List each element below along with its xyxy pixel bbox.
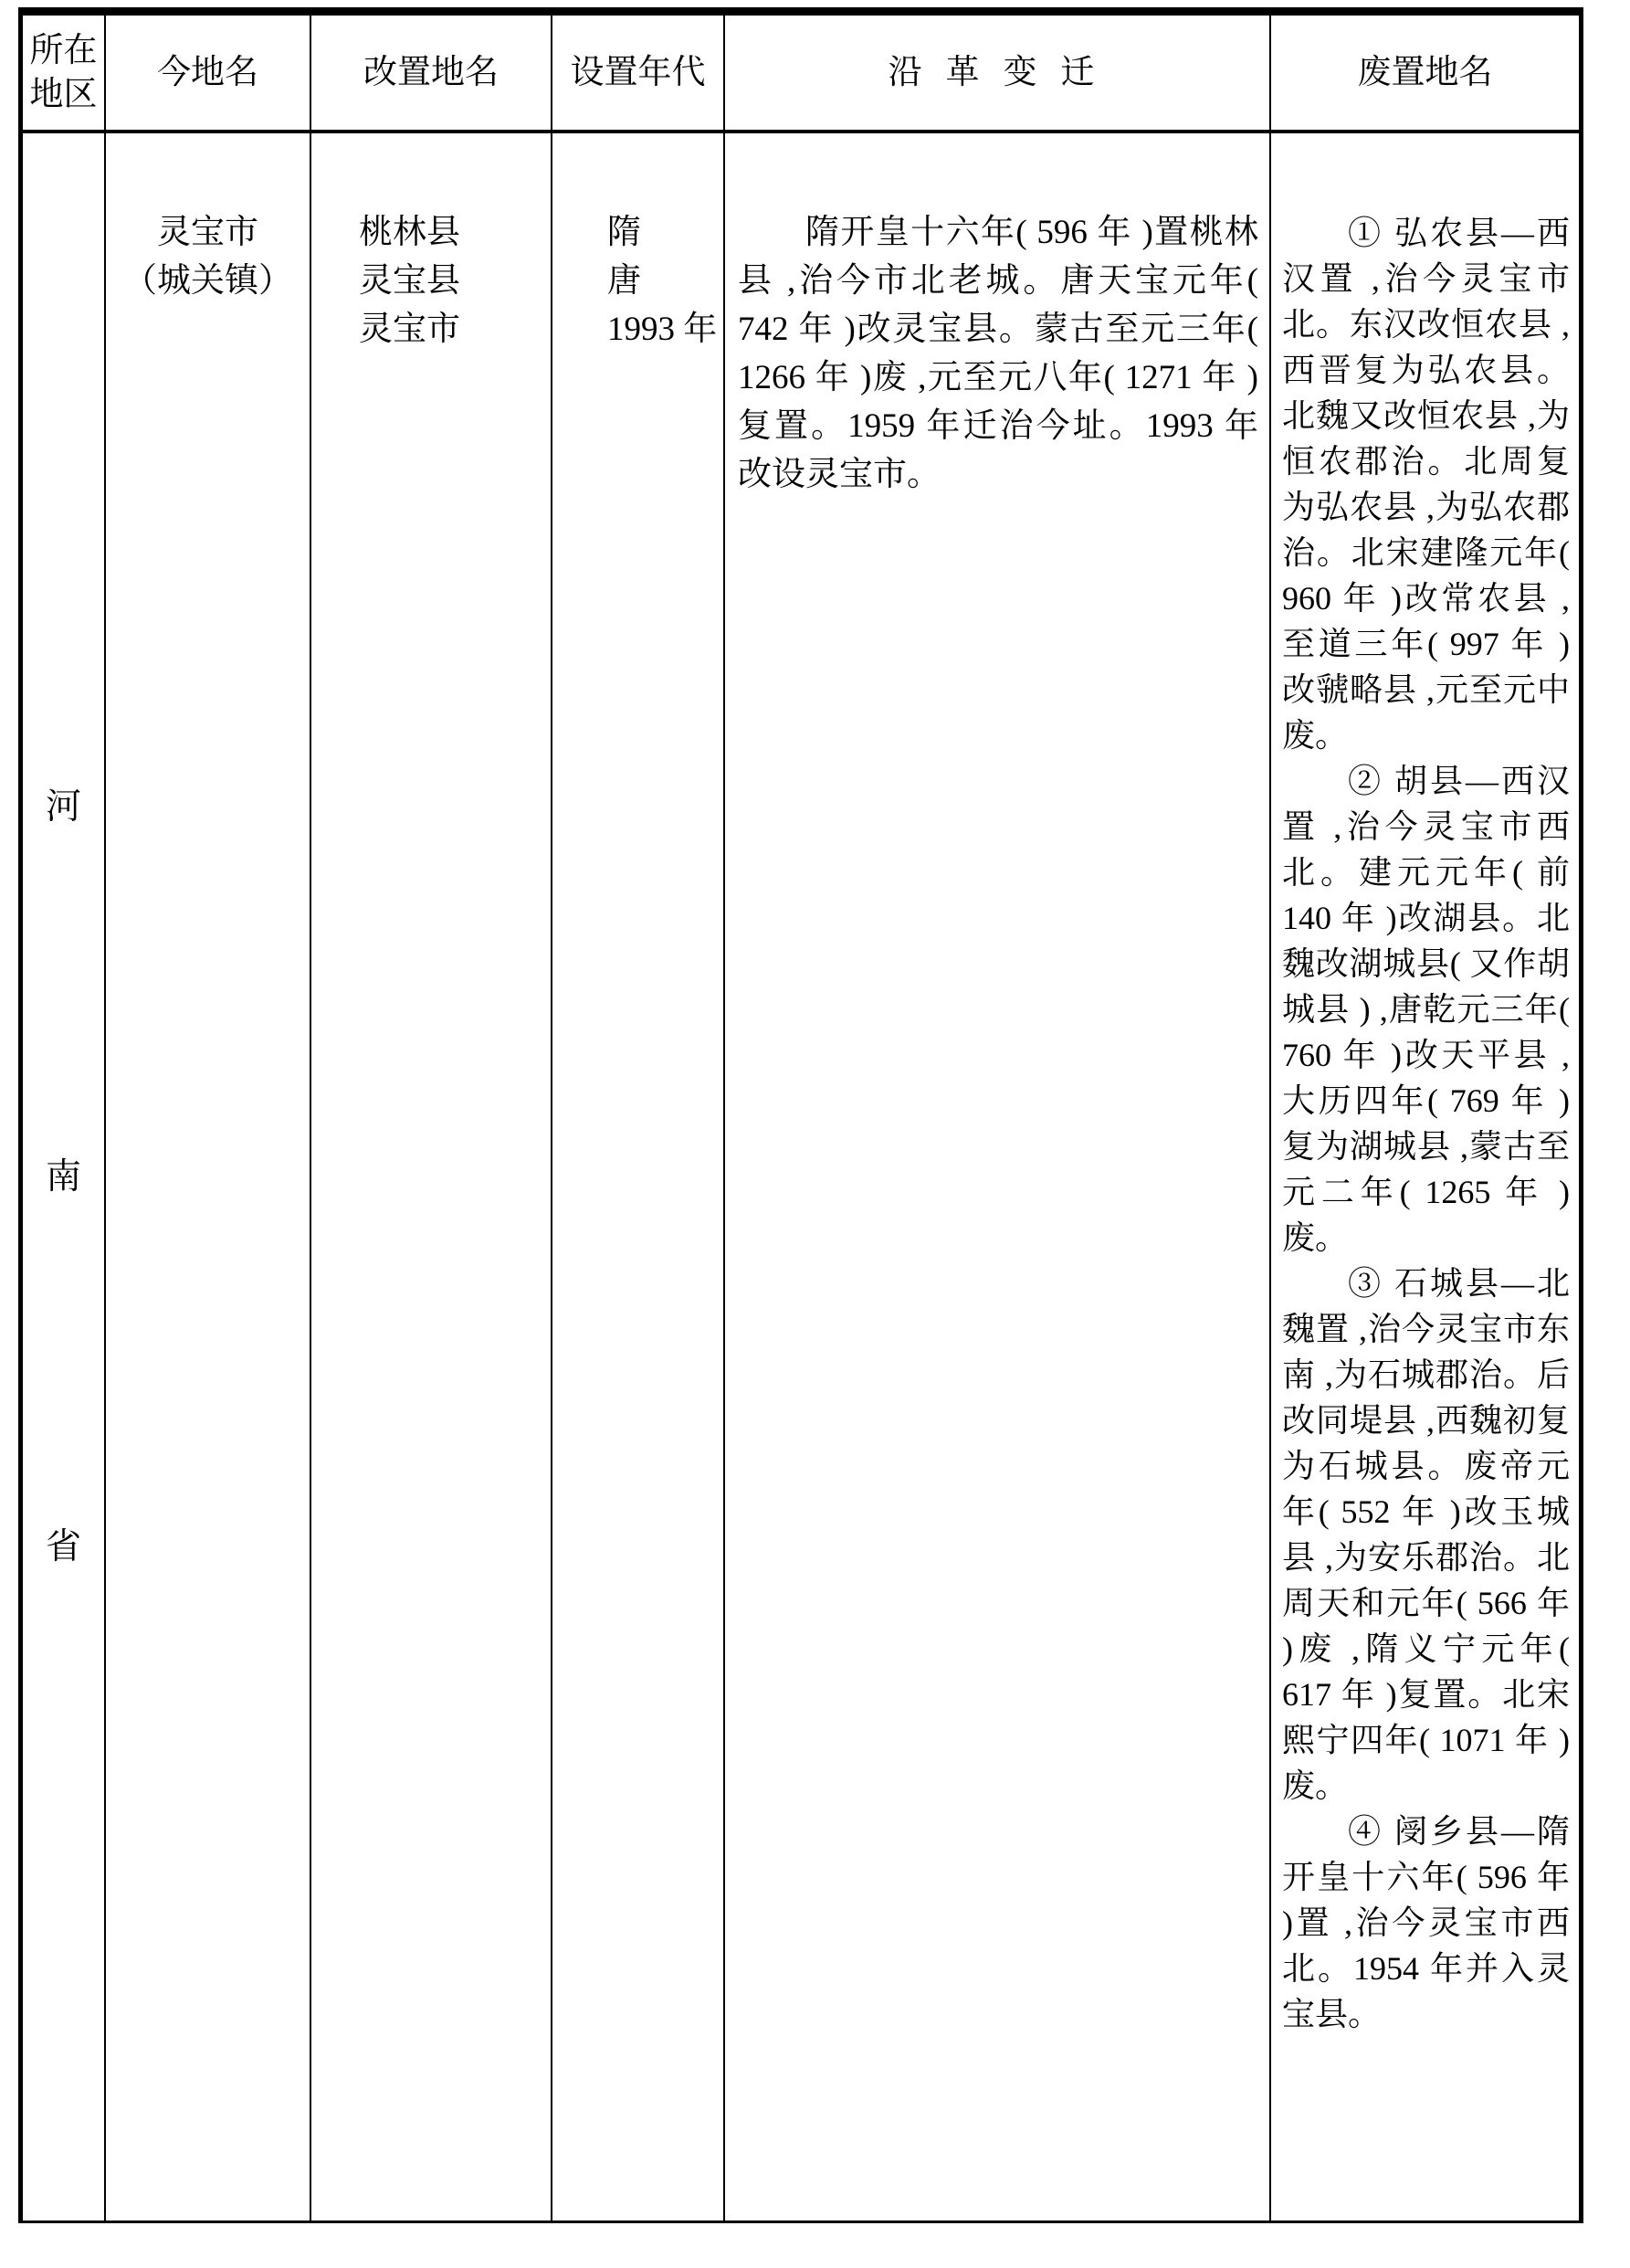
region-char-2: 南 bbox=[45, 1156, 81, 1197]
header-label-evolution: 沿革变迁 bbox=[888, 53, 1119, 91]
current-name-note: （城关镇） bbox=[123, 262, 292, 300]
era-line-2: 唐 bbox=[607, 262, 641, 300]
cell-era bbox=[552, 133, 725, 2221]
abolished-item-2: ② 胡县—西汉置 ,治今灵宝市西北。建元元年( 前 140 年 )改湖县。北魏改湖城县( 又作胡城县 ) ,唐乾元三年( 760 年 )改天平县 ,大历四年( 769 年 )复为湖城县 ,蒙古至元二年( 1265 年 )废。 bbox=[1282, 763, 1570, 1256]
current-name-text: 灵宝市 bbox=[157, 214, 258, 251]
cell-region bbox=[23, 133, 106, 2221]
cell-abolished bbox=[1271, 133, 1579, 2221]
header-cell-evolution bbox=[725, 16, 1271, 130]
header-label-abolished: 废置地名 bbox=[1357, 53, 1493, 91]
table-body-row bbox=[23, 133, 1579, 2221]
renamed-name-2: 灵宝县 bbox=[359, 262, 460, 300]
header-label-renamed: 改置地名 bbox=[363, 53, 499, 91]
header-label-era: 设置年代 bbox=[570, 53, 706, 91]
header-cell-abolished bbox=[1271, 16, 1579, 130]
era-line-1: 隋 bbox=[607, 214, 641, 251]
renamed-name-1: 桃林县 bbox=[359, 214, 460, 251]
header-cell-renamed bbox=[311, 16, 552, 130]
table-header-row bbox=[23, 16, 1579, 133]
era-line-3: 1993 年 bbox=[607, 311, 718, 348]
cell-current-name bbox=[106, 133, 311, 2221]
renamed-name-3: 灵宝市 bbox=[359, 311, 460, 348]
header-cell-region bbox=[23, 16, 106, 130]
header-cell-current-name bbox=[106, 16, 311, 130]
header-cell-era bbox=[552, 16, 725, 130]
abolished-item-4: ④ 阌乡县—隋开皇十六年( 596 年 )置 ,治今灵宝市西北。1954 年并入灵宝县。 bbox=[1282, 1813, 1570, 2032]
header-label-region: 所在地区 bbox=[29, 31, 98, 113]
region-char-1: 河 bbox=[45, 786, 81, 827]
header-label-current-name: 今地名 bbox=[157, 53, 258, 91]
region-char-3: 省 bbox=[45, 1526, 81, 1567]
abolished-item-1: ① 弘农县—西汉置 ,治今灵宝市北。东汉改恒农县 ,西晋复为弘农县。北魏又改恒农县 ,为恒农郡治。北周复为弘农县 ,为弘农郡治。北宋建隆元年( 960 年 )改常农县 ,至道三年( 997 年 )改虢略县 ,元至元中废。 bbox=[1282, 215, 1570, 754]
cell-renamed-names bbox=[311, 133, 552, 2221]
evolution-paragraph: 隋开皇十六年( 596 年 )置桃林县 ,治今市北老城。唐天宝元年( 742 年 )改灵宝县。蒙古至元三年( 1266 年 )废 ,元至元八年( 1271 年 )复置。1959 年迁治今址。1993 年改设灵宝市。 bbox=[738, 214, 1258, 493]
cell-evolution bbox=[725, 133, 1271, 2221]
abolished-item-3: ③ 石城县—北魏置 ,治今灵宝市东南 ,为石城郡治。后改同堤县 ,西魏初复为石城县。废帝元年( 552 年 )改玉城县 ,为安乐郡治。北周天和元年( 566 年 )废 ,隋义宁元年( 617 年 )复置。北宋熙宁四年( 1071 年 )废。 bbox=[1282, 1265, 1570, 1804]
place-names-table bbox=[18, 7, 1583, 2223]
